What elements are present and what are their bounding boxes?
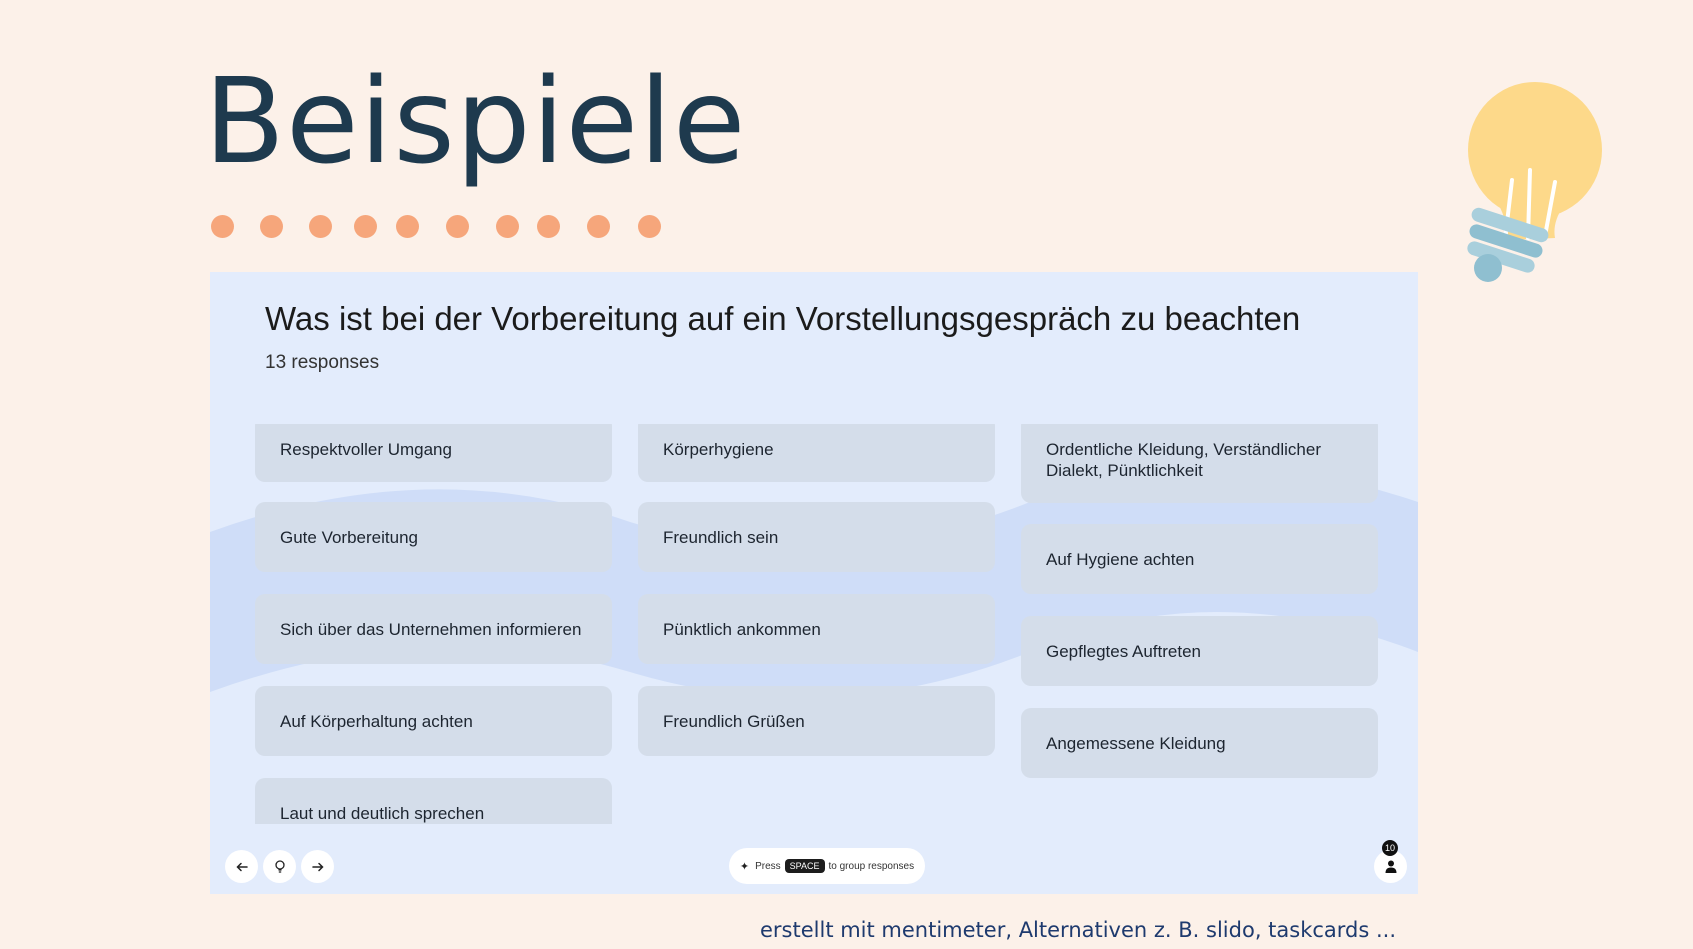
response-card-text: Freundlich sein bbox=[663, 527, 779, 547]
response-card[interactable] bbox=[1021, 524, 1378, 594]
hint-press-text: Press bbox=[755, 860, 781, 872]
response-card-text: Respektvoller Umgang bbox=[280, 439, 452, 459]
dot-decoration bbox=[496, 215, 519, 238]
response-card-text: Angemessene Kleidung bbox=[1046, 733, 1226, 753]
response-card[interactable] bbox=[255, 502, 612, 572]
dot-decoration bbox=[354, 215, 377, 238]
dot-decoration bbox=[587, 215, 610, 238]
dot-decoration bbox=[446, 215, 469, 238]
response-card-text: Gepflegtes Auftreten bbox=[1046, 641, 1201, 661]
space-key-badge: SPACE bbox=[785, 859, 825, 873]
response-cards-area bbox=[255, 424, 1395, 824]
response-card-text: Körperhygiene bbox=[663, 439, 774, 459]
response-card[interactable] bbox=[255, 594, 612, 664]
response-count: 13 responses bbox=[265, 352, 380, 373]
page-title: Beispiele bbox=[204, 52, 747, 190]
dot-decoration bbox=[309, 215, 332, 238]
hint-rest-text: to group responses bbox=[828, 860, 915, 872]
presentation-slide bbox=[210, 272, 1418, 894]
dot-decoration bbox=[396, 215, 419, 238]
response-card-text: Auf Körperhaltung achten bbox=[280, 711, 473, 731]
idea-button[interactable] bbox=[263, 850, 296, 883]
dot-decoration bbox=[260, 215, 283, 238]
dot-decoration bbox=[638, 215, 661, 238]
footer-caption: erstellt mit mentimeter, Alternativen z. B. slido, taskcards ... bbox=[760, 918, 1397, 942]
response-card[interactable] bbox=[1021, 424, 1378, 503]
response-card[interactable] bbox=[638, 686, 995, 756]
response-card-text: Laut und deutlich sprechen bbox=[280, 803, 485, 823]
lightbulb-icon bbox=[274, 860, 286, 874]
response-card[interactable] bbox=[255, 686, 612, 756]
response-card[interactable] bbox=[255, 424, 612, 482]
response-card[interactable] bbox=[638, 594, 995, 664]
back-button[interactable] bbox=[225, 850, 258, 883]
lightbulb-illustration-icon bbox=[1450, 70, 1610, 285]
question-title: Was ist bei der Vorbereitung auf ein Vorstellungsgespräch zu beachten bbox=[265, 300, 1301, 337]
dot-decoration bbox=[537, 215, 560, 238]
response-card[interactable] bbox=[1021, 616, 1378, 686]
group-responses-hint[interactable] bbox=[729, 848, 925, 884]
arrow-left-icon bbox=[236, 861, 248, 873]
sparkle-icon: ✦ bbox=[739, 860, 750, 873]
response-card[interactable] bbox=[1021, 708, 1378, 778]
arrow-right-icon bbox=[312, 861, 324, 873]
response-card-text: Pünktlich ankommen bbox=[663, 619, 821, 639]
response-card-text: Ordentliche Kleidung, Verständlicher Dialekt, Pünktlichkeit bbox=[1046, 439, 1321, 480]
response-card-text: Gute Vorbereitung bbox=[280, 527, 418, 547]
response-card-text: Sich über das Unternehmen informieren bbox=[280, 619, 582, 639]
response-card[interactable] bbox=[638, 424, 995, 482]
response-card[interactable] bbox=[638, 502, 995, 572]
response-card-text: Freundlich Grüßen bbox=[663, 711, 805, 731]
dot-decoration bbox=[211, 215, 234, 238]
response-card-text: Auf Hygiene achten bbox=[1046, 549, 1195, 569]
response-card[interactable] bbox=[255, 778, 612, 824]
participant-count-badge: 10 bbox=[1382, 840, 1398, 856]
person-icon bbox=[1385, 860, 1397, 873]
forward-button[interactable] bbox=[301, 850, 334, 883]
